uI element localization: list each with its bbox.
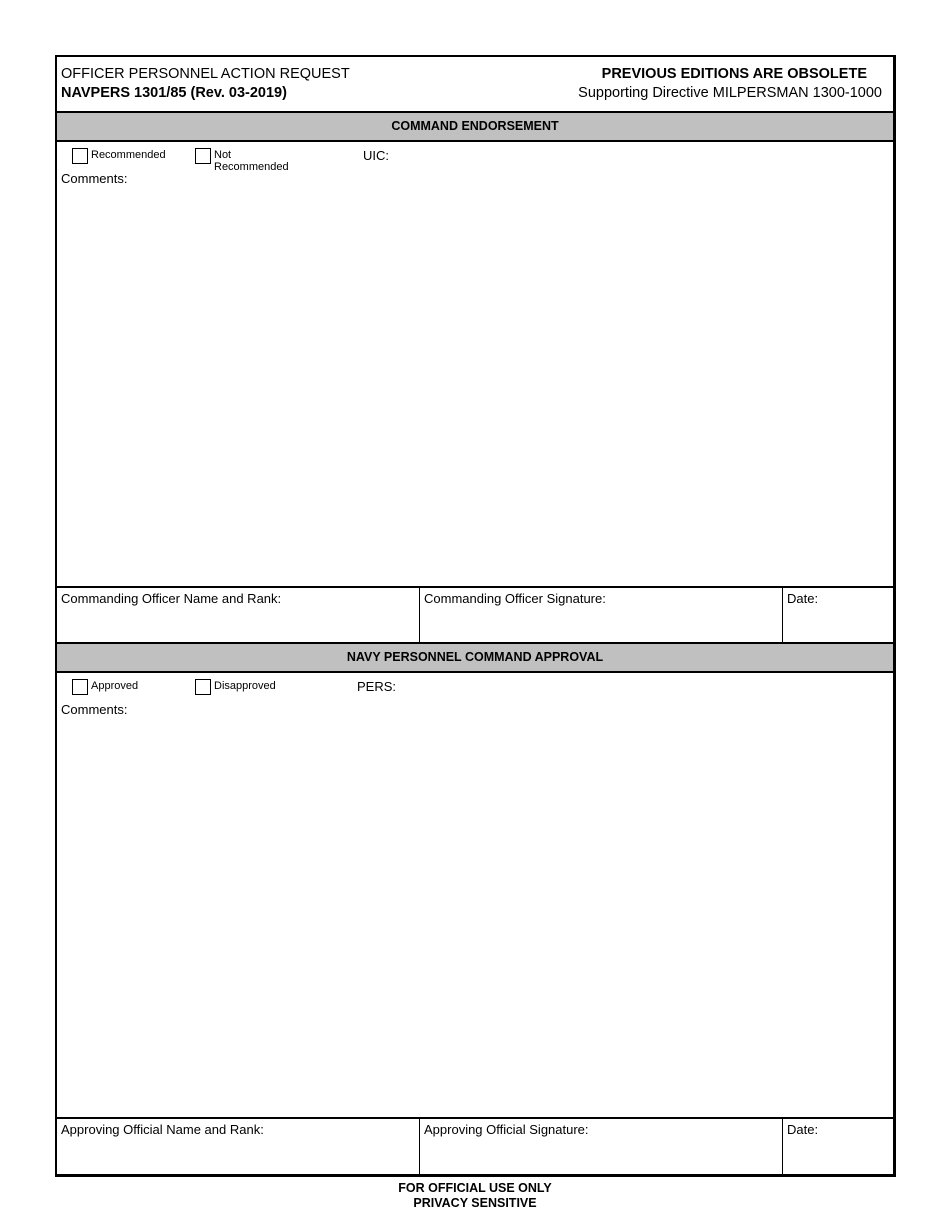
approval-date-label: Date: [787, 1122, 819, 1137]
approving-official-name-field[interactable] [57, 1119, 420, 1174]
recommended-checkbox[interactable] [72, 148, 88, 164]
form-frame [55, 55, 896, 1177]
endorsement-signature-row [57, 586, 893, 643]
editions-notice: PREVIOUS EDITIONS ARE OBSOLETE [601, 66, 867, 82]
not-recommended-checkbox[interactable] [195, 148, 211, 164]
form-number: NAVPERS 1301/85 (Rev. 03-2019) [61, 85, 287, 101]
commanding-officer-name-label: Commanding Officer Name and Rank: [61, 591, 282, 606]
commanding-officer-name-field[interactable] [57, 588, 420, 643]
commanding-officer-signature-field[interactable] [420, 588, 783, 643]
endorsement-comments-label: Comments: [61, 171, 128, 186]
form-header-right [578, 65, 882, 103]
disapproved-checkbox[interactable] [195, 679, 211, 695]
approving-official-name-label: Approving Official Name and Rank: [61, 1122, 264, 1137]
approval-comments-label: Comments: [61, 702, 128, 717]
command-endorsement-header: COMMAND ENDORSEMENT [57, 111, 893, 142]
approved-label: Approved [91, 680, 139, 692]
npc-approval-header: NAVY PERSONNEL COMMAND APPROVAL [57, 642, 893, 673]
not-recommended-label: Not Recommended [214, 149, 289, 173]
pers-label: PERS: [357, 679, 397, 694]
form-header-left [61, 65, 350, 103]
approving-official-signature-field[interactable] [420, 1119, 783, 1174]
disapproved-label: Disapproved [214, 680, 276, 692]
approval-signature-row [57, 1117, 893, 1174]
privacy-notice: PRIVACY SENSITIVE [413, 1196, 537, 1210]
fouo-notice: FOR OFFICIAL USE ONLY [398, 1181, 552, 1195]
commanding-officer-signature-label: Commanding Officer Signature: [424, 591, 606, 606]
approval-date-field[interactable] [783, 1119, 893, 1174]
approving-official-signature-label: Approving Official Signature: [424, 1122, 589, 1137]
uic-label: UIC: [363, 148, 389, 163]
endorsement-date-label: Date: [787, 591, 819, 606]
approved-checkbox[interactable] [72, 679, 88, 695]
form-title: OFFICER PERSONNEL ACTION REQUEST [61, 66, 350, 82]
recommended-label: Recommended [91, 149, 166, 161]
page-footer [0, 1181, 950, 1211]
endorsement-date-field[interactable] [783, 588, 893, 643]
supporting-directive: Supporting Directive MILPERSMAN 1300-1000 [578, 85, 882, 101]
